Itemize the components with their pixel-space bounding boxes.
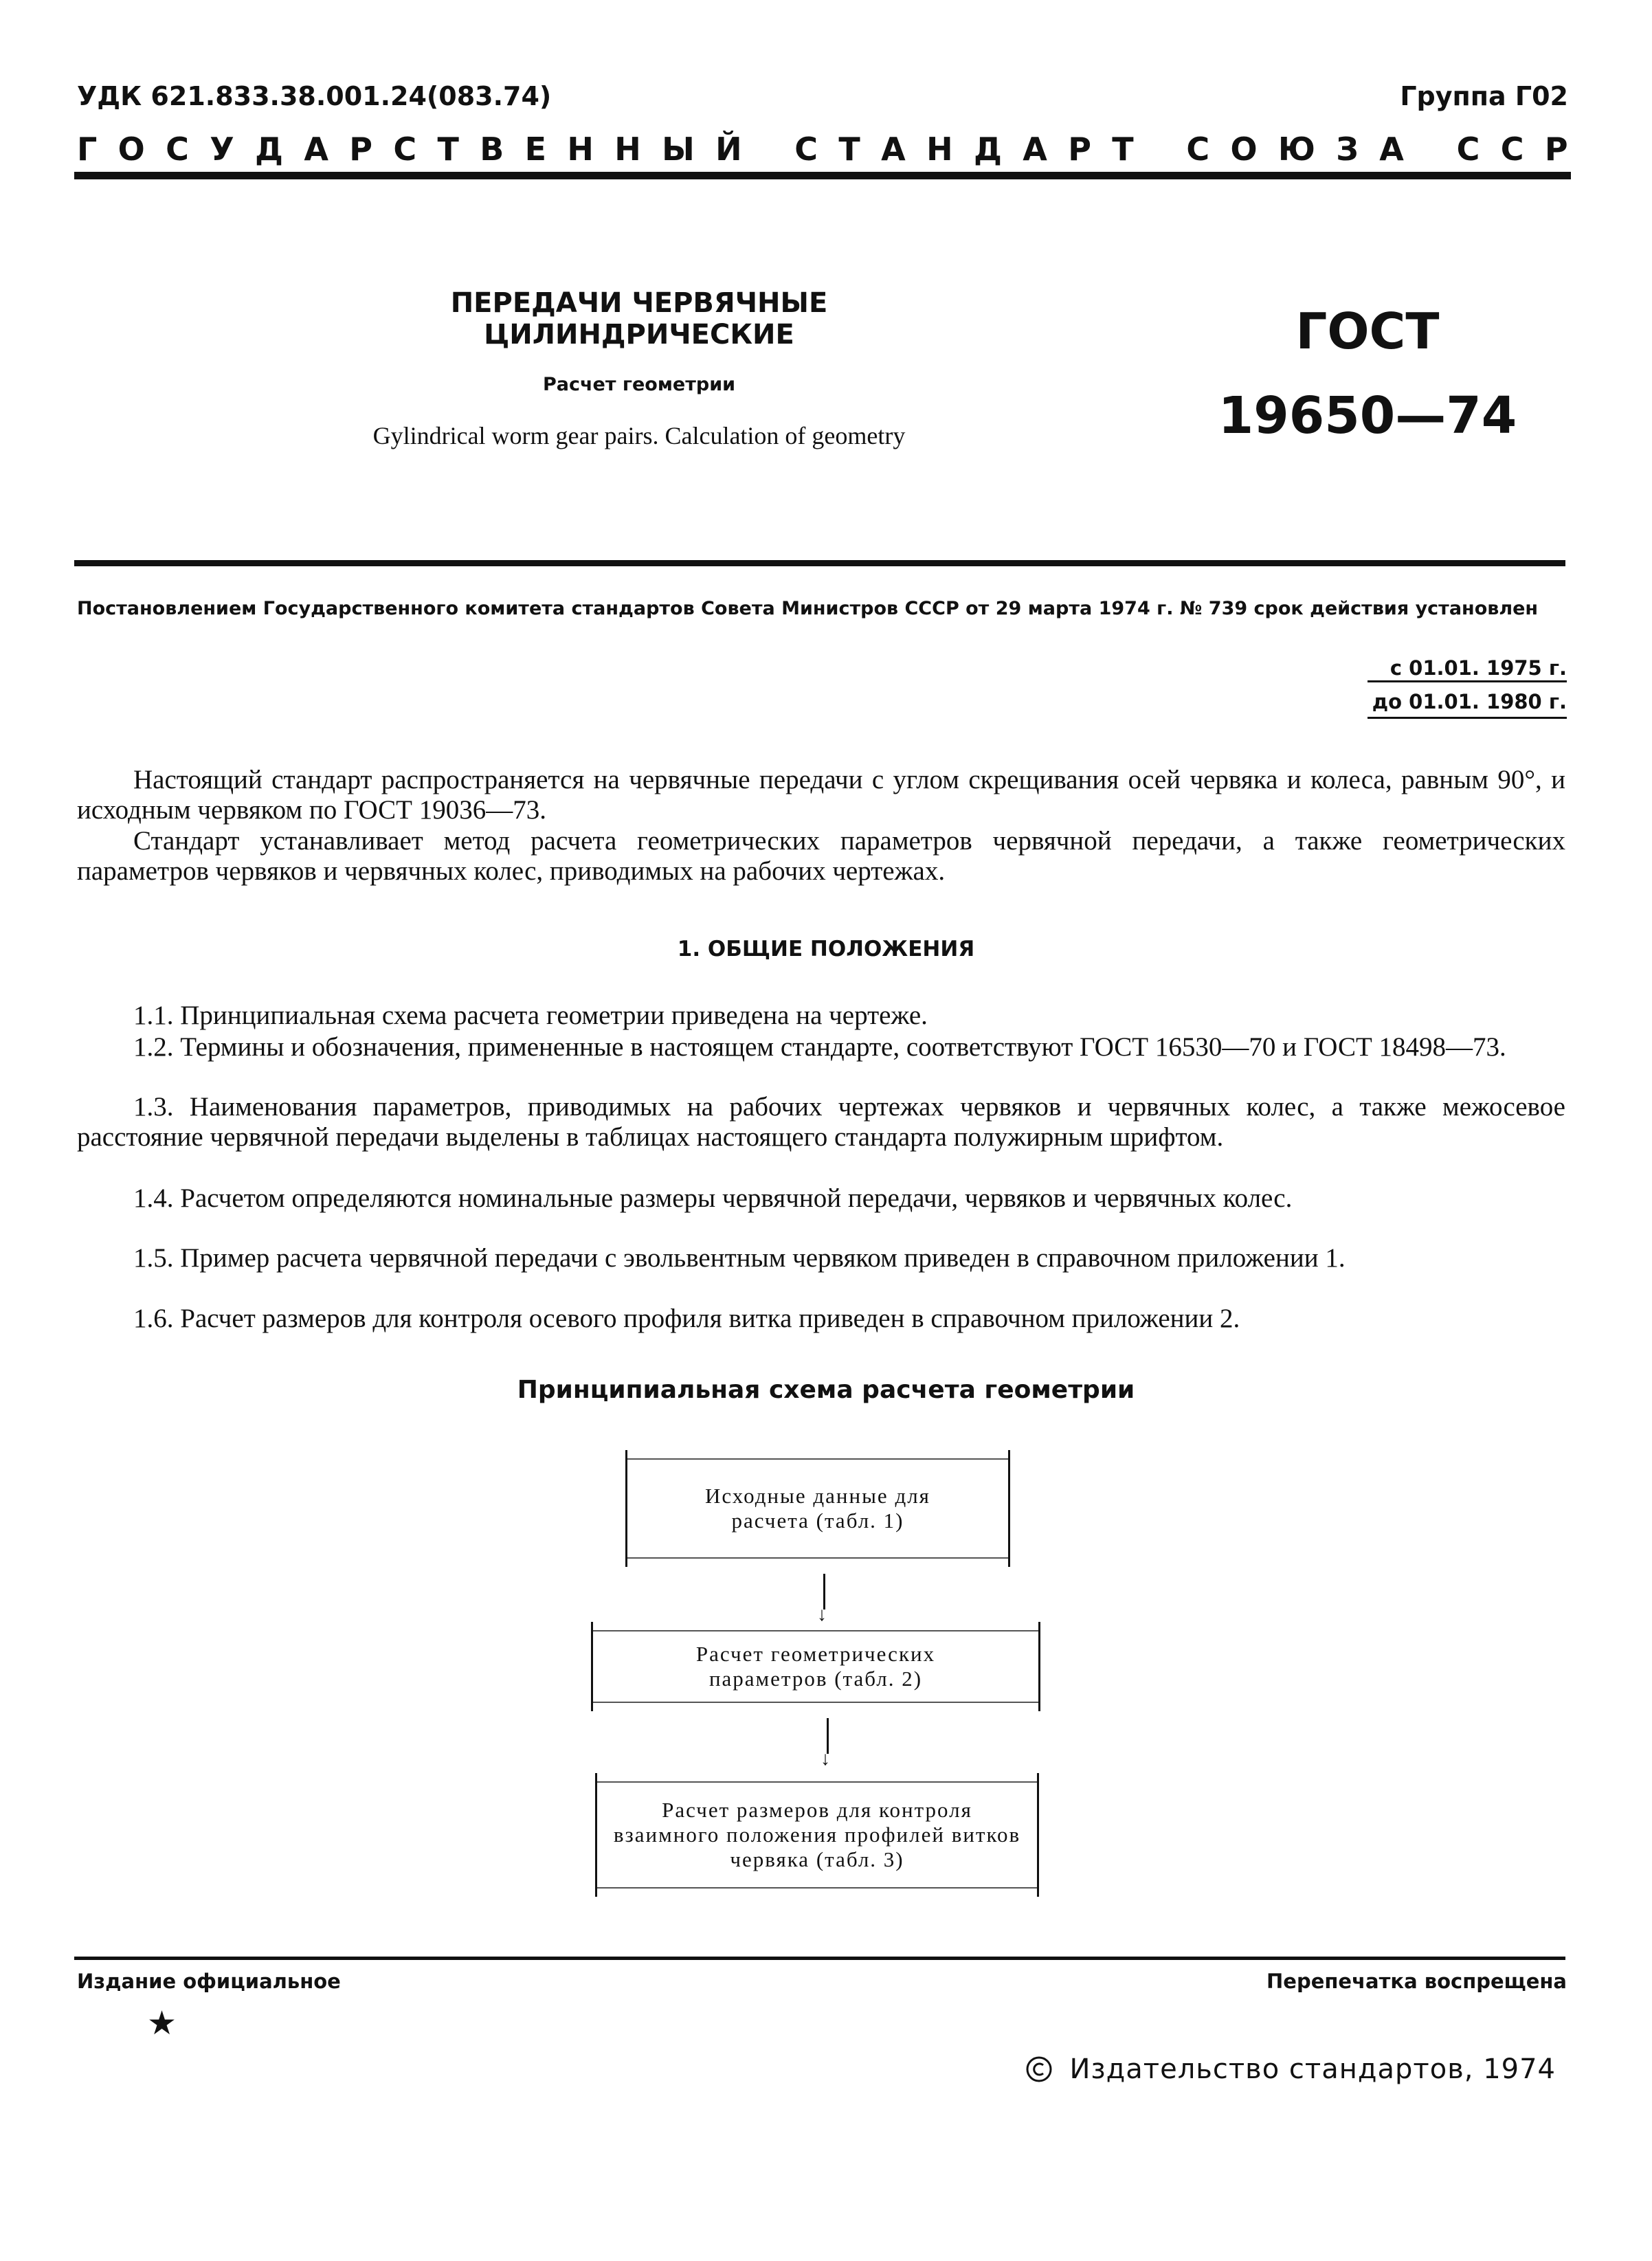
clause-paragraph: 1.1. Принципиальная схема расчета геометрии приведена на чертеже. [133, 1001, 928, 1030]
banner-letter: Г [77, 131, 98, 168]
banner-letter: З [1336, 131, 1359, 168]
banner-letter: Т [838, 131, 860, 168]
flow-step-input-data [625, 1450, 1010, 1567]
banner-letter: А [881, 131, 906, 168]
gost-label: ГОСТ [1295, 302, 1440, 360]
banner-letter: С [1500, 131, 1524, 168]
banner-letter: О [118, 131, 145, 168]
flow-step-label: Расчет размеров для контроля взаимного положения профилей витков червяка (табл. 3) [613, 1798, 1021, 1871]
clause-paragraph: 1.5. Пример расчета червячной передачи с эвольвентным червяком приведен в справочном приложении 1. [133, 1243, 1346, 1273]
english-title: Gylindrical worm gear pairs. Calculation of geometry [372, 422, 906, 449]
udk-code: УДК 621.833.38.001.24(083.74) [77, 81, 552, 111]
clause-paragraph: 1.3. Наименования параметров, приводимых на рабочих чертежах червяков и червячных колес, а также межосевое расстояние червячной передачи выделены в таблицах настоящего стандарта полужирным шрифтом. [77, 1092, 1565, 1152]
banner-letter: С [393, 131, 417, 168]
banner-letter: С [1456, 131, 1480, 168]
banner-letter: А [1023, 131, 1047, 168]
banner-letter: С [166, 131, 189, 168]
banner-letter: Ы [662, 131, 695, 168]
flow-step-label: Расчет геометрических параметров (табл. 2) [695, 1642, 936, 1691]
star-icon: ★ [147, 2004, 177, 2042]
banner-letter: У [210, 131, 234, 168]
banner-letter: Т [437, 131, 459, 168]
banner-letter: О [1230, 131, 1258, 168]
arrow-down-icon: ↓ [821, 1748, 830, 1770]
banner-letter: Р [349, 131, 373, 168]
banner-letter: Н [567, 131, 594, 168]
banner-letter: Е [524, 131, 547, 168]
copyright-line [1025, 2053, 1556, 2085]
banner-letter: Д [255, 131, 283, 168]
banner-letter: Н [614, 131, 641, 168]
gost-number: 19650—74 [1218, 386, 1517, 445]
header-rule [74, 172, 1571, 179]
banner-letter: А [1379, 131, 1404, 168]
flow-step-control-sizes [595, 1773, 1039, 1897]
clause-paragraph: 1.4. Расчетом определяются номинальные размеры червячной передачи, червяков и червячных колес. [133, 1183, 1293, 1213]
clause-paragraph: 1.2. Термины и обозначения, примененные в настоящем стандарте, соответствуют ГОСТ 16530—70 и ГОСТ 18498—73. [133, 1032, 1506, 1062]
banner-letter: А [304, 131, 328, 168]
banner-letter: Р [1068, 131, 1091, 168]
banner-letter: С [1186, 131, 1210, 168]
reprint-prohibited-note: Перепечатка воспрещена [1266, 1970, 1567, 1993]
flow-step-geometry [591, 1622, 1040, 1711]
banner-letter: Ю [1277, 131, 1315, 168]
footer-rule [74, 1957, 1565, 1960]
diagram-title: Принципиальная схема расчета геометрии [517, 1376, 1135, 1404]
banner-letter: С [794, 131, 818, 168]
copyright-text: Издательство стандартов, 1974 [1069, 2053, 1556, 2085]
copyright-icon [1025, 2056, 1053, 2083]
banner-letter: Р [1544, 131, 1568, 168]
effective-from-date: с 01.01. 1975 г. [1389, 656, 1567, 680]
title-rule [74, 560, 1565, 566]
banner-letter: Й [715, 131, 742, 168]
title-block [295, 287, 983, 450]
document-subtitle: Расчет геометрии [542, 374, 736, 395]
banner-gap [1425, 131, 1436, 168]
banner-letter: Т [1112, 131, 1134, 168]
date-underline [1368, 680, 1567, 682]
banner-gap [763, 131, 774, 168]
banner-letter: В [480, 131, 504, 168]
intro-paragraph: Стандарт устанавливает метод расчета геометрических параметров червячной передачи, а также геометрических параметров червяков и червячных колес, приводимых на рабочих чертежах. [77, 826, 1565, 886]
group-code: Группа Г02 [1400, 81, 1568, 111]
banner-letter: Н [926, 131, 953, 168]
date-underline [1368, 717, 1567, 719]
state-standard-banner [77, 131, 1568, 168]
gost-designation [1168, 302, 1567, 445]
intro-paragraph: Настоящий стандарт распространяется на червячные передачи с углом скрещивания осей червяка и колеса, равным 90°, и исходным червяком по ГОСТ 19036—73. [77, 765, 1565, 825]
banner-gap [1154, 131, 1165, 168]
arrow-down-icon: ↓ [817, 1604, 827, 1625]
section-heading: 1. ОБЩИЕ ПОЛОЖЕНИЯ [677, 937, 975, 961]
document-title: ПЕРЕДАЧИ ЧЕРВЯЧНЫЕ ЦИЛИНДРИЧЕСКИЕ [450, 287, 828, 350]
decree-text: Постановлением Государственного комитета стандартов Совета Министров СССР от 29 марта 1974 г. № 739 срок действия установлен [77, 598, 1539, 619]
effective-to-date: до 01.01. 1980 г. [1372, 690, 1567, 713]
official-edition-note: Издание официальное [77, 1970, 341, 1993]
flow-step-label: Исходные данные для расчета (табл. 1) [705, 1484, 930, 1533]
banner-letter: Д [973, 131, 1002, 168]
clause-paragraph: 1.6. Расчет размеров для контроля осевого профиля витка приведен в справочном приложении 2. [133, 1304, 1240, 1333]
